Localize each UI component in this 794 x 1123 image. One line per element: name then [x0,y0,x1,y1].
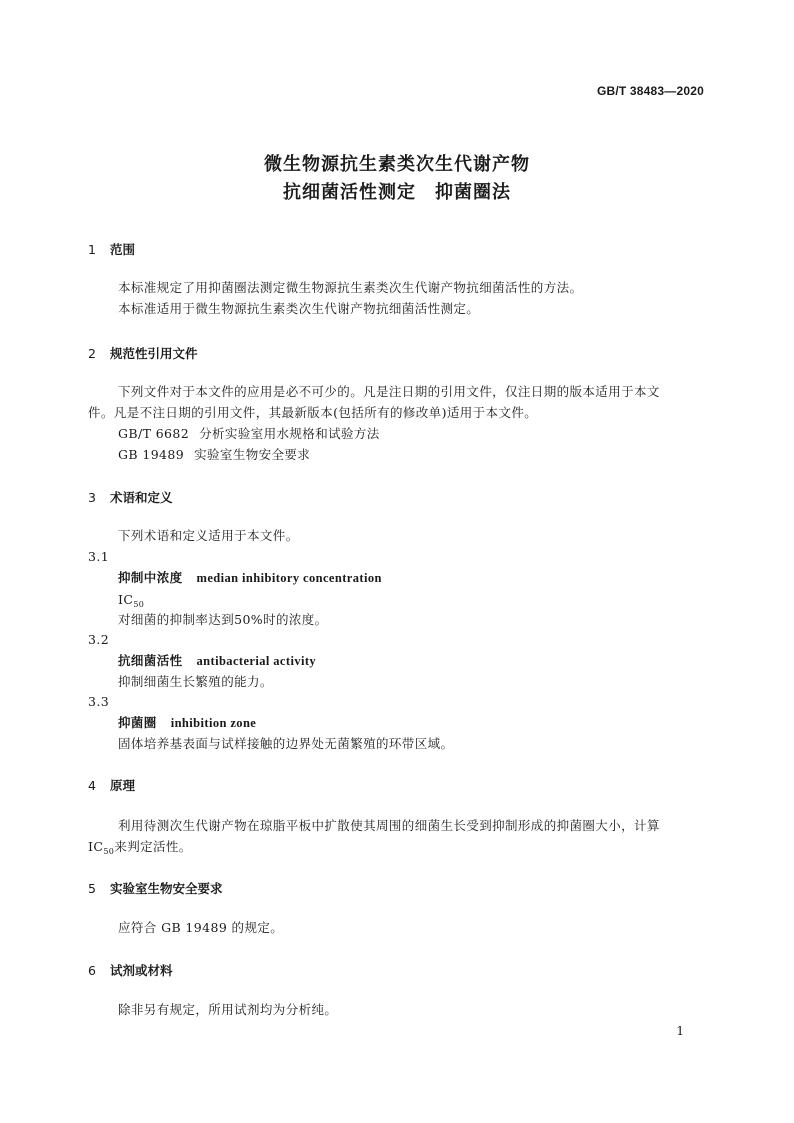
section-3-intro: 下列术语和定义适用于本文件。 [118,528,299,543]
section-number: 1 [88,242,96,257]
term-3-3-heading [118,713,256,733]
section-2-paragraph-line-1: 下列文件对于本文件的应用是必不可少的。凡是注日期的引用文件，仅注日期的版本适用于本文 [118,384,660,399]
section-1-paragraph-1: 本标准规定了用抑菌圈法测定微生物源抗生素类次生代谢产物抗细菌活性的方法。 [118,280,583,295]
term-chinese: 抗细菌活性 [118,653,183,668]
section-6-paragraph: 除非另有规定，所用试剂均为分析纯。 [118,1002,338,1017]
abbreviation: IC [88,839,104,854]
section-title: 原理 [110,778,136,793]
section-4-heading [88,776,135,794]
section-title: 规范性引用文件 [110,346,198,361]
section-4-paragraph-line-2 [88,837,192,862]
standard-number: GB/T 38483—2020 [596,84,704,98]
term-number-3-1: 3.1 [88,549,110,564]
section-number: 5 [88,881,96,896]
reference-code: GB/T 6682 [118,426,190,441]
section-4-paragraph-line-1: 利用待测次生代谢产物在琼脂平板中扩散使其周围的细菌生长受到抑制形成的抑菌圈大小，计算 [118,818,660,833]
normative-reference-1 [118,424,380,444]
term-english: inhibition zone [170,716,257,730]
section-number: 3 [88,490,96,505]
section-number: 4 [88,778,96,793]
section-title: 术语和定义 [110,490,173,505]
abbreviation-subscript: 50 [103,847,115,856]
reference-title: 实验室生物安全要求 [194,447,311,462]
section-6-heading [88,961,173,979]
normative-reference-2 [118,445,310,465]
section-3-heading [88,488,173,506]
section-title: 试剂或材料 [110,963,173,978]
section-1-heading [88,240,135,258]
term-3-1-definition: 对细菌的抑制率达到50%时的浓度。 [118,612,328,627]
section-2-heading [88,344,198,362]
abbreviation: IC [118,592,134,607]
term-chinese: 抑制中浓度 [118,570,183,585]
section-2-paragraph-line-2: 件。凡是不注日期的引用文件，其最新版本(包括所有的修改单)适用于本文件。 [88,405,538,420]
document-title-line-1: 微生物源抗生素类次生代谢产物 [264,154,530,175]
section-1-paragraph-2: 本标准适用于微生物源抗生素类次生代谢产物抗细菌活性测定。 [118,301,480,316]
section-number: 6 [88,963,96,978]
document-title-line-2: 抗细菌活性测定 抑菌圈法 [283,182,511,203]
term-english: median inhibitory concentration [196,571,382,585]
term-3-3-definition: 固体培养基表面与试样接触的边界处无菌繁殖的环带区域。 [118,736,454,751]
section-title: 实验室生物安全要求 [110,881,223,896]
abbreviation-subscript: 50 [133,600,145,609]
term-chinese: 抑菌圈 [118,715,157,730]
section-5-paragraph: 应符合 GB 19489 的规定。 [118,920,284,935]
section-5-heading [88,879,223,897]
term-number-3-3: 3.3 [88,694,110,709]
term-number-3-2: 3.2 [88,632,110,647]
section-number: 2 [88,346,96,361]
page-number: 1 [676,1024,684,1038]
section-title: 范围 [110,242,136,257]
term-3-1-heading [118,568,382,588]
paragraph-text: 来判定活性。 [114,839,192,854]
term-english: antibacterial activity [196,654,317,668]
term-3-2-definition: 抑制细菌生长繁殖的能力。 [118,674,273,689]
term-3-2-heading [118,651,316,671]
reference-title: 分析实验室用水规格和试验方法 [199,426,380,441]
reference-code: GB 19489 [118,447,185,462]
